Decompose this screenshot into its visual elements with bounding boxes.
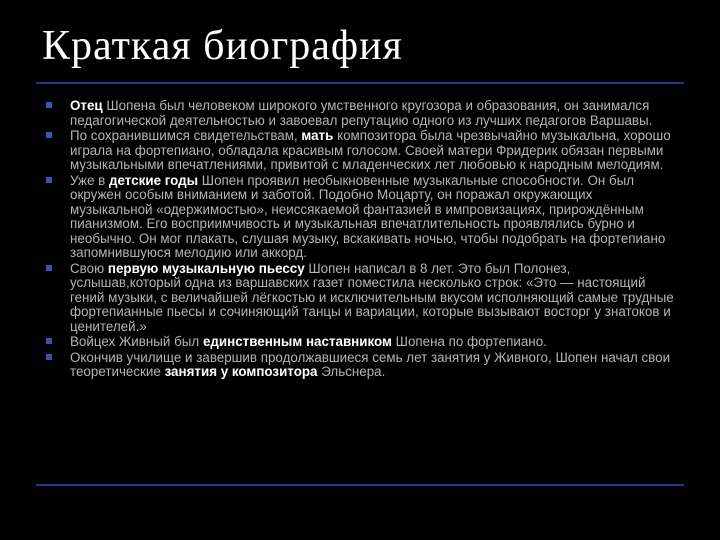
highlighted-term: первую музыкальную пьессу: [107, 260, 305, 276]
highlighted-term: единственным наставником: [202, 334, 392, 349]
bullet-list: [46, 99, 676, 381]
slide-title: Краткая биография: [42, 23, 403, 69]
bullet-item: [46, 262, 676, 335]
bullet-text: Эльснера.: [317, 364, 386, 379]
square-bullet-icon: [46, 265, 52, 271]
bullet-text: Шопен написал в 8 лет. Это был Полонез, услышав,который одна из варшавских газет поместила несколько строк: «Это — настоящий гений музыки, с величайшей лёгкостью и исключительным вкусом исполняющий самые трудные фортепианные пьесы и сочиняющий танцы и вариации, которые вызывают восторг у знатоков и ценителей.»: [70, 260, 674, 334]
title-divider: [36, 82, 684, 84]
bullet-text: Уже в: [70, 172, 110, 188]
bullet-text: Войцех Живный был: [70, 334, 203, 349]
bullet-text: Окончив училище и завершив продолжавшиеся семь лет занятия у Живного, Шопен начал свои теоретические: [70, 349, 671, 379]
bullet-item: [46, 351, 676, 380]
bullet-text: По сохранившимся свидетельствам,: [70, 128, 302, 143]
square-bullet-icon: [46, 177, 52, 183]
footer-divider: [36, 484, 684, 486]
bullet-text: композитора была чрезвычайно музыкальна, хорошо играла на фортепиано, обладала красивым голосом. Своей матери Фридерик обязан первыми музыкальными впечатлениями, привитой с младенческих лет любовью к народным мелодиям.: [70, 128, 671, 172]
square-bullet-icon: [46, 132, 52, 138]
bullet-item: [46, 335, 676, 350]
square-bullet-icon: [46, 354, 52, 360]
bullet-text: Свою: [70, 260, 108, 276]
bullet-item: [46, 174, 676, 261]
square-bullet-icon: [46, 338, 52, 344]
bullet-item: [46, 99, 676, 128]
bullet-text: Шопена по фортепиано.: [391, 334, 547, 349]
square-bullet-icon: [46, 102, 52, 108]
highlighted-term: мать: [301, 128, 334, 143]
highlighted-term: детские годы: [109, 172, 199, 188]
bullet-item: [46, 129, 676, 173]
highlighted-term: занятия у композитора: [164, 364, 318, 379]
highlighted-term: Отец: [70, 98, 103, 113]
bullet-text: Шопен проявил необыкновенные музыкальные способности. Он был окружен особым вниманием и заботой. Подобно Моцарту, он поражал окружающих музыкальной «одержимостью», неиссякаемой фантазией в импровизациях, прирождённым пианизмом. Его восприимчивость и музыкальная впечатлительность проявлялись бурно и необычно. Он мог плакать, слушая музыку, вскакивать ночью, чтобы подобрать на фортепиано запомнившуюся мелодию или аккорд.: [70, 172, 666, 260]
bullet-text: Шопена был человеком широкого умственного кругозора и образования, он занимался педагогической деятельностью и завоевал репутацию одного из лучших педагогов Варшавы.: [70, 98, 653, 128]
